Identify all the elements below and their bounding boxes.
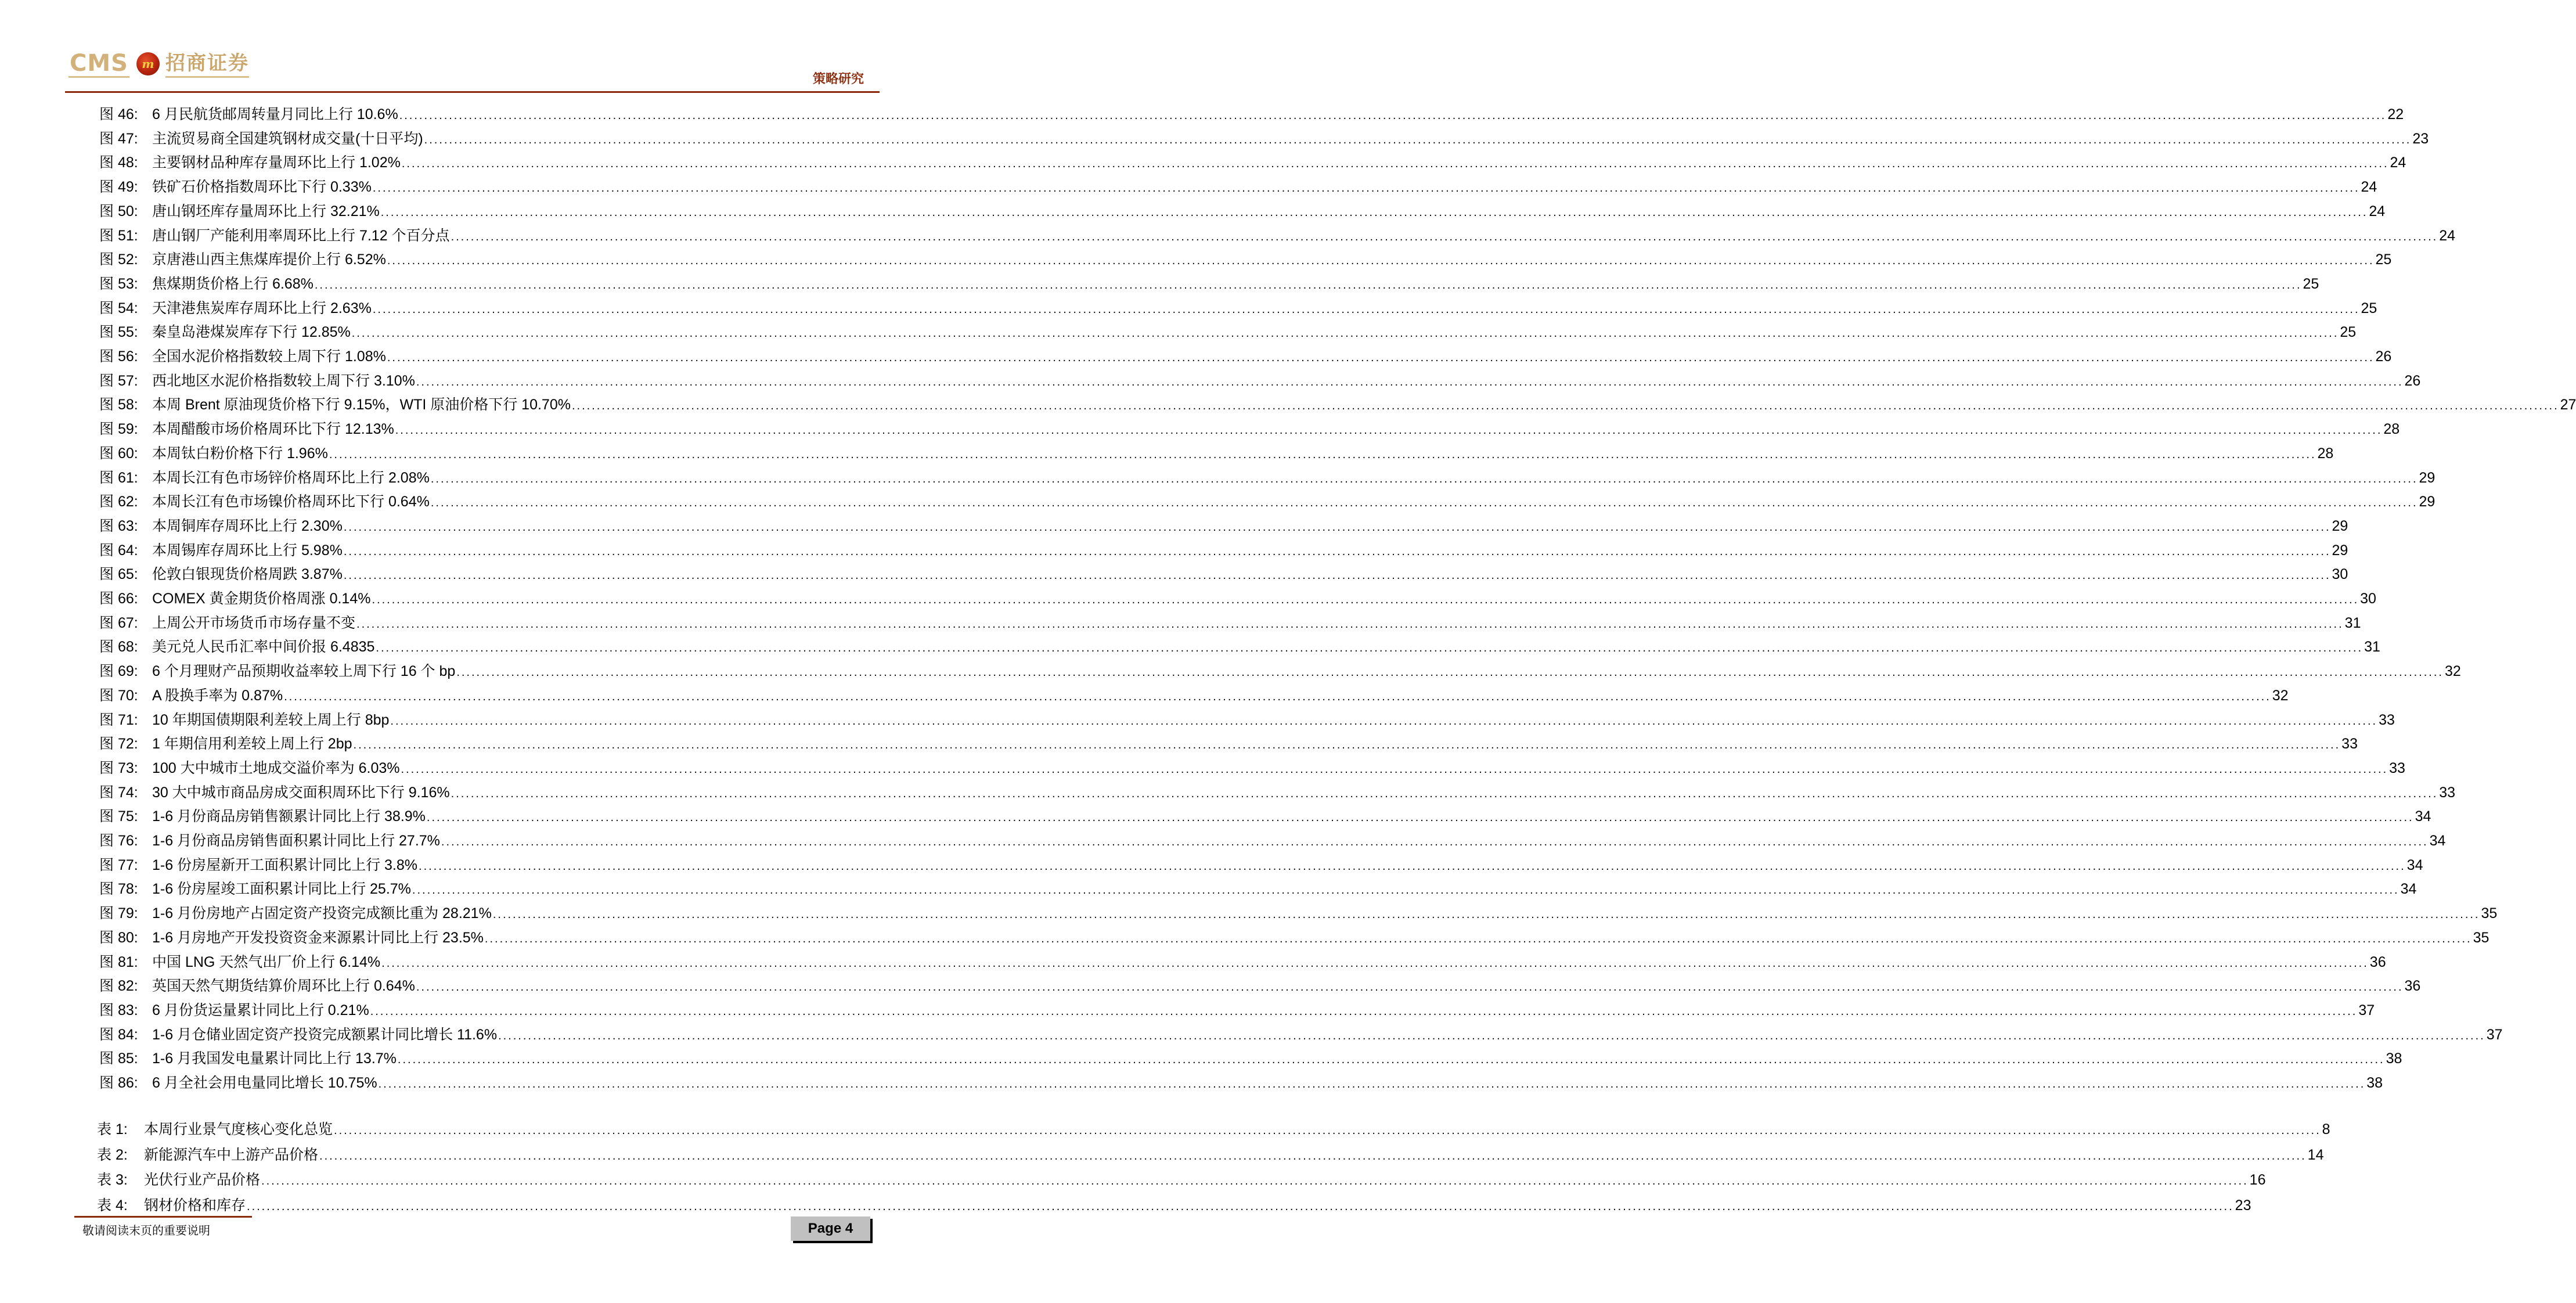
entry-title[interactable]: 1-6 份房屋竣工面积累计同比上行 25.7%: [152, 881, 411, 897]
entry-page-number[interactable]: 29: [2419, 494, 2436, 510]
entry-number: 图 67:: [99, 615, 138, 631]
entry-title[interactable]: 西北地区水泥价格指数较上周下行 3.10%: [152, 373, 415, 389]
figure-toc-entry[interactable]: [99, 369, 2421, 393]
entry-number: 图 56:: [99, 348, 138, 365]
entry-page-number[interactable]: 24: [2439, 228, 2456, 244]
entry-number: 图 78:: [99, 881, 138, 897]
dot-leader: ................................................................................................................................................................................................................................................................................................................................................................................................................: [247, 1200, 2234, 1213]
entry-title[interactable]: 上周公开市场货币市场存量不变: [152, 615, 356, 631]
entry-number: 图 50:: [99, 203, 138, 219]
dot-leader: ................................................................................................................................................................................................................................................................................................................................................................................................................: [314, 279, 2302, 291]
entry-page-number[interactable]: 30: [2360, 591, 2376, 607]
figure-toc-entry[interactable]: [99, 320, 2357, 344]
dot-leader: ................................................................................................................................................................................................................................................................................................................................................................................................................: [351, 327, 2339, 340]
entry-title[interactable]: 新能源汽车中上游产品价格: [144, 1147, 319, 1163]
entry-number: 图 68:: [99, 639, 138, 655]
entry-number: 图 58:: [99, 397, 138, 413]
entry-number: 图 52:: [99, 251, 138, 268]
entry-number: 图 54:: [99, 300, 138, 316]
dot-leader: ................................................................................................................................................................................................................................................................................................................................................................................................................: [441, 836, 2429, 848]
entry-number: 图 57:: [99, 373, 138, 389]
dot-leader: ................................................................................................................................................................................................................................................................................................................................................................................................................: [343, 545, 2331, 558]
figure-toc-entry[interactable]: [99, 998, 2375, 1023]
entry-page-number[interactable]: 29: [2332, 542, 2348, 559]
figure-toc-entry[interactable]: [99, 780, 2456, 805]
entry-title[interactable]: COMEX 黄金期货价格周涨 0.14%: [152, 591, 371, 607]
entry-title[interactable]: 京唐港山西主焦煤库提价上行 6.52%: [152, 251, 386, 268]
figure-toc-entry[interactable]: [99, 489, 2436, 514]
entry-page-number[interactable]: 33: [2341, 736, 2358, 752]
entry-number: 图 75:: [99, 808, 138, 825]
entry-title[interactable]: 主流贸易商全国建筑钢材成交量(十日平均): [152, 131, 423, 147]
figure-toc-entry[interactable]: [99, 683, 2289, 708]
entry-number: 图 74:: [99, 784, 138, 801]
figure-toc-entry[interactable]: [99, 562, 2348, 586]
entry-title[interactable]: 1-6 月房地产开发投资资金来源累计同比上行 23.5%: [152, 930, 484, 946]
figure-toc-entry[interactable]: [99, 224, 2456, 248]
section-label: 策略研究: [813, 71, 864, 87]
dot-leader: ................................................................................................................................................................................................................................................................................................................................................................................................................: [430, 496, 2418, 509]
dot-leader: ................................................................................................................................................................................................................................................................................................................................................................................................................: [381, 957, 2369, 970]
page-number-badge: [791, 1216, 870, 1241]
figure-toc-entry[interactable]: [99, 586, 2376, 611]
figure-toc-entry[interactable]: [99, 1046, 2402, 1071]
entry-page-number[interactable]: 35: [2473, 930, 2489, 946]
table-toc-entry[interactable]: [97, 1168, 2266, 1192]
entry-page-number[interactable]: 37: [2358, 1002, 2375, 1018]
figure-toc-entry[interactable]: [99, 514, 2348, 538]
figure-toc-entry[interactable]: [99, 853, 2423, 877]
entry-number: 图 84:: [99, 1027, 138, 1043]
entry-number: 图 72:: [99, 736, 138, 752]
figure-toc-entry[interactable]: [99, 272, 2319, 296]
entry-title[interactable]: 本周锡库存周环比上行 5.98%: [152, 542, 343, 559]
entry-number: 图 66:: [99, 591, 138, 607]
entry-page-number[interactable]: 24: [2390, 154, 2406, 171]
entry-page-number[interactable]: 25: [2340, 324, 2357, 340]
entry-number: 图 69:: [99, 663, 138, 679]
entry-title[interactable]: 1-6 月份商品房销售额累计同比上行 38.9%: [152, 808, 426, 825]
entry-page-number[interactable]: 33: [2389, 760, 2405, 776]
dot-leader: ................................................................................................................................................................................................................................................................................................................................................................................................................: [498, 1030, 2485, 1042]
dot-leader: ................................................................................................................................................................................................................................................................................................................................................................................................................: [412, 884, 2400, 897]
figure-toc-entry[interactable]: [99, 804, 2431, 829]
dot-leader: ................................................................................................................................................................................................................................................................................................................................................................................................................: [430, 473, 2418, 485]
entry-title[interactable]: 中国 LNG 天然气出厂价上行 6.14%: [152, 954, 381, 970]
entry-title[interactable]: 秦皇岛港煤炭库存下行 12.85%: [152, 324, 351, 340]
dot-leader: ................................................................................................................................................................................................................................................................................................................................................................................................................: [424, 134, 2412, 146]
entry-number: 图 77:: [99, 857, 138, 873]
dot-leader: ................................................................................................................................................................................................................................................................................................................................................................................................................: [395, 424, 2383, 437]
entry-page-number[interactable]: 32: [2444, 663, 2461, 679]
entry-title[interactable]: 主要钢材品种库存量周环比上行 1.02%: [152, 154, 401, 171]
dot-leader: ................................................................................................................................................................................................................................................................................................................................................................................................................: [399, 109, 2387, 122]
dot-leader: ................................................................................................................................................................................................................................................................................................................................................................................................................: [380, 206, 2368, 219]
entry-number: 图 48:: [99, 154, 138, 171]
footer-divider: [74, 1216, 252, 1218]
entry-title[interactable]: 本周长江有色市场锌价格周环比上行 2.08%: [152, 470, 430, 486]
company-logo: [69, 48, 249, 80]
dot-leader: ................................................................................................................................................................................................................................................................................................................................................................................................................: [372, 593, 2359, 606]
entry-page-number[interactable]: 31: [2344, 615, 2361, 631]
entry-page-number[interactable]: 29: [2332, 518, 2348, 534]
entry-title[interactable]: 6 个月理财产品预期收益率较上周下行 16 个 bp: [152, 663, 456, 679]
dot-leader: ................................................................................................................................................................................................................................................................................................................................................................................................................: [451, 787, 2438, 800]
logo-latin-text: CMS: [70, 49, 128, 77]
entry-page-number[interactable]: 36: [2369, 954, 2386, 970]
logo-chinese-text: 招商证券: [165, 51, 249, 78]
figure-toc-entry[interactable]: [99, 635, 2380, 659]
header-divider: [65, 91, 880, 93]
dot-leader: ................................................................................................................................................................................................................................................................................................................................................................................................................: [353, 739, 2341, 751]
entry-number: 图 65:: [99, 566, 138, 582]
dot-leader: ................................................................................................................................................................................................................................................................................................................................................................................................................: [401, 763, 2388, 776]
entry-page-number[interactable]: 37: [2486, 1027, 2503, 1043]
dot-leader: ................................................................................................................................................................................................................................................................................................................................................................................................................: [492, 908, 2480, 921]
entry-number: 图 63:: [99, 518, 138, 534]
entry-page-number[interactable]: 26: [2375, 348, 2392, 365]
entry-number: 图 80:: [99, 930, 138, 946]
entry-page-number[interactable]: 33: [2439, 784, 2456, 801]
entry-number: 图 86:: [99, 1075, 138, 1091]
figure-toc-entry[interactable]: [99, 199, 2386, 224]
entry-title[interactable]: 唐山钢坯库存量周环比上行 32.21%: [152, 203, 380, 219]
entry-title[interactable]: 焦煤期货价格上行 6.68%: [152, 276, 314, 292]
dot-leader: ................................................................................................................................................................................................................................................................................................................................................................................................................: [319, 1150, 2307, 1162]
entry-title[interactable]: 1-6 月仓储业固定资产投资完成额累计同比增长 11.6%: [152, 1027, 498, 1043]
entry-page-number[interactable]: 35: [2481, 905, 2498, 922]
entry-page-number[interactable]: 31: [2364, 639, 2380, 655]
dot-leader: ................................................................................................................................................................................................................................................................................................................................................................................................................: [401, 157, 2389, 170]
entry-title[interactable]: 光伏行业产品价格: [144, 1172, 261, 1188]
entry-title[interactable]: 10 年期国债期限利差较上周上行 8bp: [152, 712, 390, 728]
entry-page-number[interactable]: 25: [2361, 300, 2377, 316]
entry-page-number[interactable]: 30: [2332, 566, 2348, 582]
entry-page-number[interactable]: 32: [2272, 688, 2289, 704]
figure-toc-entry[interactable]: [99, 344, 2392, 369]
entry-page-number[interactable]: 28: [2383, 421, 2400, 437]
entry-number: 图 51:: [99, 228, 138, 244]
dot-leader: ................................................................................................................................................................................................................................................................................................................................................................................................................: [387, 351, 2375, 364]
dot-leader: ................................................................................................................................................................................................................................................................................................................................................................................................................: [484, 933, 2472, 945]
entry-title[interactable]: 美元兑人民币汇率中间价报 6.4835: [152, 639, 375, 655]
entry-number: 表 2:: [97, 1147, 128, 1163]
entry-number: 图 71:: [99, 712, 138, 728]
entry-number: 图 46:: [99, 106, 138, 123]
entry-page-number[interactable]: 34: [2406, 857, 2423, 873]
entry-title[interactable]: 6 月份货运量累计同比上行 0.21%: [152, 1002, 369, 1018]
entry-number: 图 55:: [99, 324, 138, 340]
figure-toc-entry[interactable]: [99, 538, 2348, 563]
entry-number: 表 4:: [97, 1197, 128, 1214]
entry-page-number[interactable]: 23: [2412, 131, 2429, 147]
entry-title[interactable]: 1-6 月我国发电量累计同比上行 13.7%: [152, 1050, 397, 1067]
dot-leader: ................................................................................................................................................................................................................................................................................................................................................................................................................: [419, 860, 2406, 873]
entry-title[interactable]: 唐山钢厂产能利用率周环比上行 7.12 个百分点: [152, 228, 450, 244]
entry-title[interactable]: 6 月民航货邮周转量月同比上行 10.6%: [152, 106, 398, 123]
entry-number: 图 70:: [99, 688, 138, 704]
entry-title[interactable]: 本周铜库存周环比上行 2.30%: [152, 518, 343, 534]
entry-title[interactable]: 30 大中城市商品房成交面积周环比下行 9.16%: [152, 784, 450, 801]
dot-leader: ................................................................................................................................................................................................................................................................................................................................................................................................................: [372, 182, 2360, 195]
dot-leader: ................................................................................................................................................................................................................................................................................................................................................................................................................: [416, 376, 2404, 388]
entry-title[interactable]: 铁矿石价格指数周环比下行 0.33%: [152, 179, 372, 195]
entry-page-number[interactable]: 22: [2387, 106, 2404, 123]
dot-leader: ................................................................................................................................................................................................................................................................................................................................................................................................................: [372, 303, 2360, 316]
dot-leader: ................................................................................................................................................................................................................................................................................................................................................................................................................: [378, 1078, 2366, 1090]
entry-title[interactable]: 本周醋酸市场价格周环比下行 12.13%: [152, 421, 394, 437]
entry-title[interactable]: 6 月全社会用电量同比增长 10.75%: [152, 1075, 377, 1091]
entry-title[interactable]: 钢材价格和库存: [144, 1197, 246, 1214]
figure-toc-entry[interactable]: [99, 877, 2417, 901]
table-toc-entry[interactable]: [97, 1143, 2324, 1167]
figure-toc-entry[interactable]: [99, 901, 2498, 926]
entry-page-number[interactable]: 34: [2415, 808, 2431, 825]
entry-page-number[interactable]: 34: [2400, 881, 2417, 897]
dot-leader: ................................................................................................................................................................................................................................................................................................................................................................................................................: [426, 811, 2414, 824]
dot-leader: ................................................................................................................................................................................................................................................................................................................................................................................................................: [451, 231, 2438, 243]
entry-title[interactable]: 天津港焦炭库存周环比上行 2.63%: [152, 300, 372, 316]
entry-number: 图 47:: [99, 131, 138, 147]
figure-toc-entry[interactable]: [99, 102, 2404, 127]
entry-title[interactable]: 1-6 份房屋新开工面积累计同比上行 3.8%: [152, 857, 418, 873]
figure-toc-entry[interactable]: [99, 926, 2489, 950]
entry-title[interactable]: 全国水泥价格指数较上周下行 1.08%: [152, 348, 386, 365]
figure-toc-entry[interactable]: [99, 732, 2358, 756]
entry-page-number[interactable]: 36: [2404, 978, 2421, 994]
figure-toc-entry[interactable]: [99, 829, 2446, 853]
page-number-label: Page 4: [808, 1221, 853, 1236]
table-toc-entry[interactable]: [97, 1117, 2330, 1142]
figure-toc-entry[interactable]: [99, 296, 2377, 321]
entry-page-number[interactable]: 14: [2307, 1147, 2324, 1163]
entry-number: 图 61:: [99, 470, 138, 486]
entry-page-number[interactable]: 38: [2386, 1050, 2402, 1067]
dot-leader: ................................................................................................................................................................................................................................................................................................................................................................................................................: [571, 399, 2559, 412]
entry-title[interactable]: 本周行业景气度核心变化总览: [144, 1121, 333, 1138]
entry-number: 图 83:: [99, 1002, 138, 1018]
figure-toc-entry[interactable]: [99, 708, 2395, 732]
dot-leader: ................................................................................................................................................................................................................................................................................................................................................................................................................: [343, 569, 2331, 582]
dot-leader: ................................................................................................................................................................................................................................................................................................................................................................................................................: [416, 981, 2404, 994]
entry-page-number[interactable]: 27: [2560, 397, 2576, 413]
table-toc-entry[interactable]: [97, 1193, 2251, 1218]
entry-title[interactable]: 100 大中城市土地成交溢价率为 6.03%: [152, 760, 400, 776]
entry-number: 图 76:: [99, 833, 138, 849]
figure-toc-entry[interactable]: [99, 974, 2421, 998]
dot-leader: ................................................................................................................................................................................................................................................................................................................................................................................................................: [284, 690, 2271, 703]
entry-number: 图 82:: [99, 978, 138, 994]
figure-toc-entry[interactable]: [99, 393, 2576, 417]
entry-page-number[interactable]: 23: [2235, 1197, 2251, 1214]
entry-number: 图 64:: [99, 542, 138, 559]
entry-page-number[interactable]: 34: [2429, 833, 2446, 849]
entry-number: 图 53:: [99, 276, 138, 292]
entry-title[interactable]: 英国天然气期货结算价周环比上行 0.64%: [152, 978, 415, 994]
entry-number: 图 73:: [99, 760, 138, 776]
figure-toc-entry[interactable]: [99, 247, 2392, 272]
entry-title[interactable]: 伦敦白银现货价格周跌 3.87%: [152, 566, 343, 582]
dot-leader: ................................................................................................................................................................................................................................................................................................................................................................................................................: [343, 521, 2331, 534]
entry-page-number[interactable]: 25: [2303, 276, 2319, 292]
dot-leader: ................................................................................................................................................................................................................................................................................................................................................................................................................: [356, 618, 2344, 631]
entry-number: 表 3:: [97, 1172, 128, 1188]
figure-toc-entry[interactable]: [99, 466, 2436, 490]
entry-number: 图 79:: [99, 905, 138, 922]
entry-title[interactable]: 1-6 月份房地产占固定资产投资完成额比重为 28.21%: [152, 905, 492, 922]
entry-title[interactable]: 本周钛白粉价格下行 1.96%: [152, 445, 328, 462]
figure-toc-entry[interactable]: [99, 1023, 2503, 1047]
figure-toc-entry[interactable]: [99, 756, 2405, 780]
entry-number: 表 1:: [97, 1121, 128, 1138]
entry-page-number[interactable]: 8: [2322, 1121, 2330, 1138]
entry-page-number[interactable]: 24: [2369, 203, 2386, 219]
figure-toc-entry[interactable]: [99, 127, 2429, 151]
figure-toc-entry[interactable]: [99, 175, 2377, 199]
footer-disclaimer-note: 敬请阅读末页的重要说明: [82, 1223, 210, 1237]
figure-toc-entry[interactable]: [99, 611, 2361, 635]
figure-toc-entry[interactable]: [99, 950, 2386, 974]
entry-title[interactable]: 1-6 月份商品房销售面积累计同比上行 27.7%: [152, 833, 440, 849]
entry-page-number[interactable]: 24: [2361, 179, 2377, 195]
logo-badge-icon: m: [136, 52, 160, 75]
dot-leader: ................................................................................................................................................................................................................................................................................................................................................................................................................: [329, 448, 2316, 461]
entry-title[interactable]: 本周长江有色市场镍价格周环比下行 0.64%: [152, 494, 430, 510]
figure-toc-entry[interactable]: [99, 1071, 2383, 1095]
entry-number: 图 85:: [99, 1050, 138, 1067]
entry-page-number[interactable]: 33: [2379, 712, 2395, 728]
entry-page-number[interactable]: 28: [2317, 445, 2334, 462]
entry-page-number[interactable]: 16: [2249, 1172, 2266, 1188]
entry-number: 图 62:: [99, 494, 138, 510]
entry-number: 图 49:: [99, 179, 138, 195]
figure-toc-entry[interactable]: [99, 441, 2334, 466]
dot-leader: ................................................................................................................................................................................................................................................................................................................................................................................................................: [376, 642, 2364, 654]
dot-leader: ................................................................................................................................................................................................................................................................................................................................................................................................................: [334, 1124, 2321, 1137]
entry-page-number[interactable]: 29: [2419, 470, 2436, 486]
entry-number: 图 81:: [99, 954, 138, 970]
figure-toc-entry[interactable]: [99, 659, 2461, 683]
figure-toc-entry[interactable]: [99, 417, 2400, 441]
dot-leader: ................................................................................................................................................................................................................................................................................................................................................................................................................: [261, 1175, 2249, 1187]
entry-page-number[interactable]: 26: [2404, 373, 2421, 389]
dot-leader: ................................................................................................................................................................................................................................................................................................................................................................................................................: [387, 254, 2375, 267]
dot-leader: ................................................................................................................................................................................................................................................................................................................................................................................................................: [397, 1053, 2385, 1066]
dot-leader: ................................................................................................................................................................................................................................................................................................................................................................................................................: [370, 1005, 2358, 1018]
entry-title[interactable]: A 股换手率为 0.87%: [152, 688, 283, 704]
entry-number: 图 59:: [99, 421, 138, 437]
entry-page-number[interactable]: 25: [2375, 251, 2392, 268]
entry-page-number[interactable]: 38: [2366, 1075, 2383, 1091]
figure-toc-entry[interactable]: [99, 150, 2406, 175]
entry-title[interactable]: 1 年期信用利差较上周上行 2bp: [152, 736, 352, 752]
dot-leader: ................................................................................................................................................................................................................................................................................................................................................................................................................: [456, 666, 2444, 679]
entry-number: 图 60:: [99, 445, 138, 462]
dot-leader: ................................................................................................................................................................................................................................................................................................................................................................................................................: [390, 715, 2378, 728]
entry-title[interactable]: 本周 Brent 原油现货价格下行 9.15%，WTI 原油价格下行 10.70%: [152, 397, 571, 413]
